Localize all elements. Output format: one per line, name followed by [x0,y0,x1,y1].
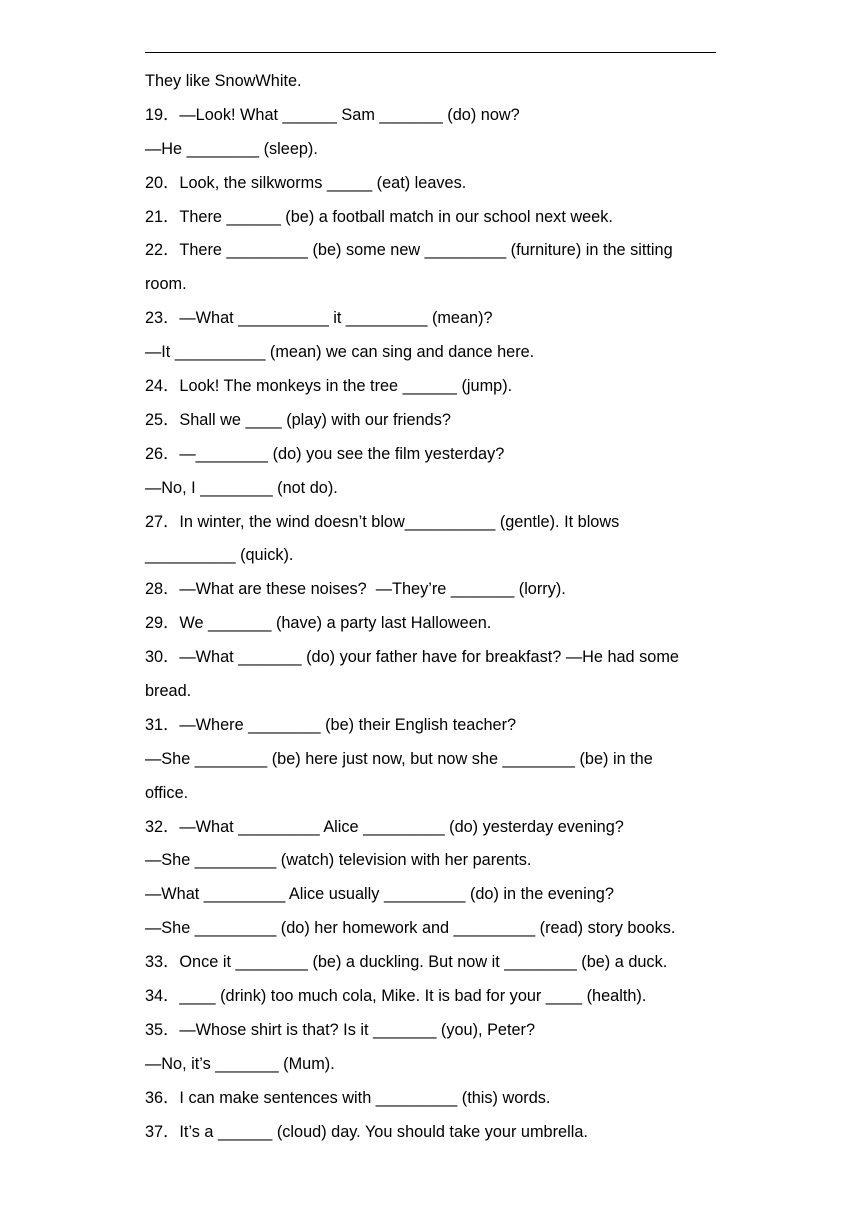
text-line: —What _________ Alice usually _________ (do) in the evening? [145,885,614,904]
text-line: They like SnowWhite. [145,72,302,90]
question-26: 26．—________ (do) you see the film yesterday? [145,444,505,463]
question-27: 27．In winter, the wind doesn’t blow__________ (gentle). It blows [145,512,620,531]
text-line: —No, I ________ (not do). [145,478,338,497]
question-37: 37．It’s a ______ (cloud) day. You should take your umbrella. [145,1122,588,1141]
question-24: 24．Look! The monkeys in the tree ______ (jump). [145,377,513,396]
header-rule [145,52,716,53]
question-25: 25．Shall we ____ (play) with our friends? [145,410,451,429]
question-21: 21．There ______ (be) a football match in our school next week. [145,207,613,226]
question-33: 33．Once it ________ (be) a duckling. But now it ________ (be) a duck. [145,953,668,972]
question-28: 28．—What are these noises? —They’re _______ (lorry). [145,580,566,599]
text-line: —He ________ (sleep). [145,139,318,158]
question-30: 30．—What _______ (do) your father have for breakfast? —He had some [145,648,679,667]
text-line: —She ________ (be) here just now, but now she ________ (be) in the [145,749,653,768]
text-line: —She _________ (do) her homework and _________ (read) story books. [145,919,676,938]
text-line: —She _________ (watch) television with her parents. [145,851,532,870]
question-23: 23．—What __________ it _________ (mean)? [145,309,493,328]
question-35: 35．—Whose shirt is that? Is it _______ (you), Peter? [145,1020,536,1039]
question-32: 32．—What _________ Alice _________ (do) yesterday evening? [145,817,624,836]
question-22: 22．There _________ (be) some new _________ (furniture) in the sitting [145,241,673,260]
question-20: 20．Look, the silkworms _____ (eat) leaves. [145,173,467,192]
question-31: 31．—Where ________ (be) their English teacher? [145,715,517,734]
question-29: 29．We _______ (have) a party last Halloween. [145,614,492,633]
text-line: room. [145,275,187,294]
text-line: —It __________ (mean) we can sing and dance here. [145,343,535,362]
text-line: __________ (quick). [145,546,294,565]
text-line: —No, it’s _______ (Mum). [145,1054,335,1073]
question-34: 34．____ (drink) too much cola, Mike. It is bad for your ____ (health). [145,987,647,1006]
exercise-text [145,65,725,1150]
text-line: bread. [145,682,192,701]
question-19: 19．—Look! What ______ Sam _______ (do) now? [145,105,520,124]
text-line: office. [145,783,189,802]
question-36: 36．I can make sentences with _________ (this) words. [145,1088,551,1107]
